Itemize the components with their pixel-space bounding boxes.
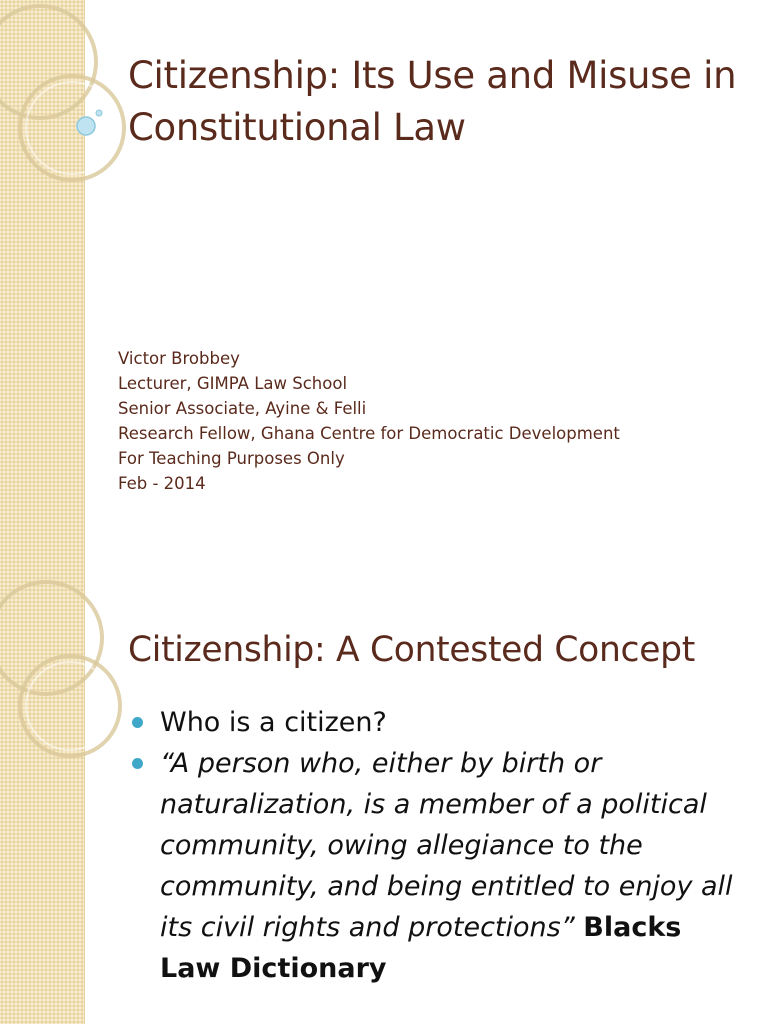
quote-source: Blacks Law Dictionary [160, 912, 682, 984]
author-role-line: Lecturer, GIMPA Law School [118, 374, 348, 393]
author-block [118, 346, 738, 496]
author-name: Victor Brobbey [118, 349, 240, 368]
bullet-icon [132, 717, 143, 728]
bullet-icon [132, 758, 143, 769]
definition-quote: “A person who, either by birth or naturalization, is a member of a political community, owing allegiance to the community, and being entitled to enjoy all its civil rights and protections” [160, 748, 733, 943]
decorative-side-band [0, 512, 85, 576]
slide-separator [0, 512, 768, 576]
author-role-line: Senior Associate, Ayine & Felli [118, 399, 367, 418]
slide-title: Citizenship: Its Use and Misuse in Constitutional Law [128, 54, 737, 149]
bullet-list [132, 702, 742, 989]
decorative-rings-icon [0, 576, 140, 776]
list-item [132, 743, 742, 989]
usage-note: For Teaching Purposes Only [118, 449, 345, 468]
author-role-line: Research Fellow, Ghana Centre for Democratic Development [118, 424, 620, 443]
content-slide [0, 576, 768, 1024]
date: Feb - 2014 [118, 474, 206, 493]
slide-title: Citizenship: A Contested Concept [128, 630, 695, 670]
decorative-rings-icon [0, 0, 140, 200]
list-item [132, 702, 742, 743]
bullet-text: Who is a citizen? [160, 707, 387, 738]
